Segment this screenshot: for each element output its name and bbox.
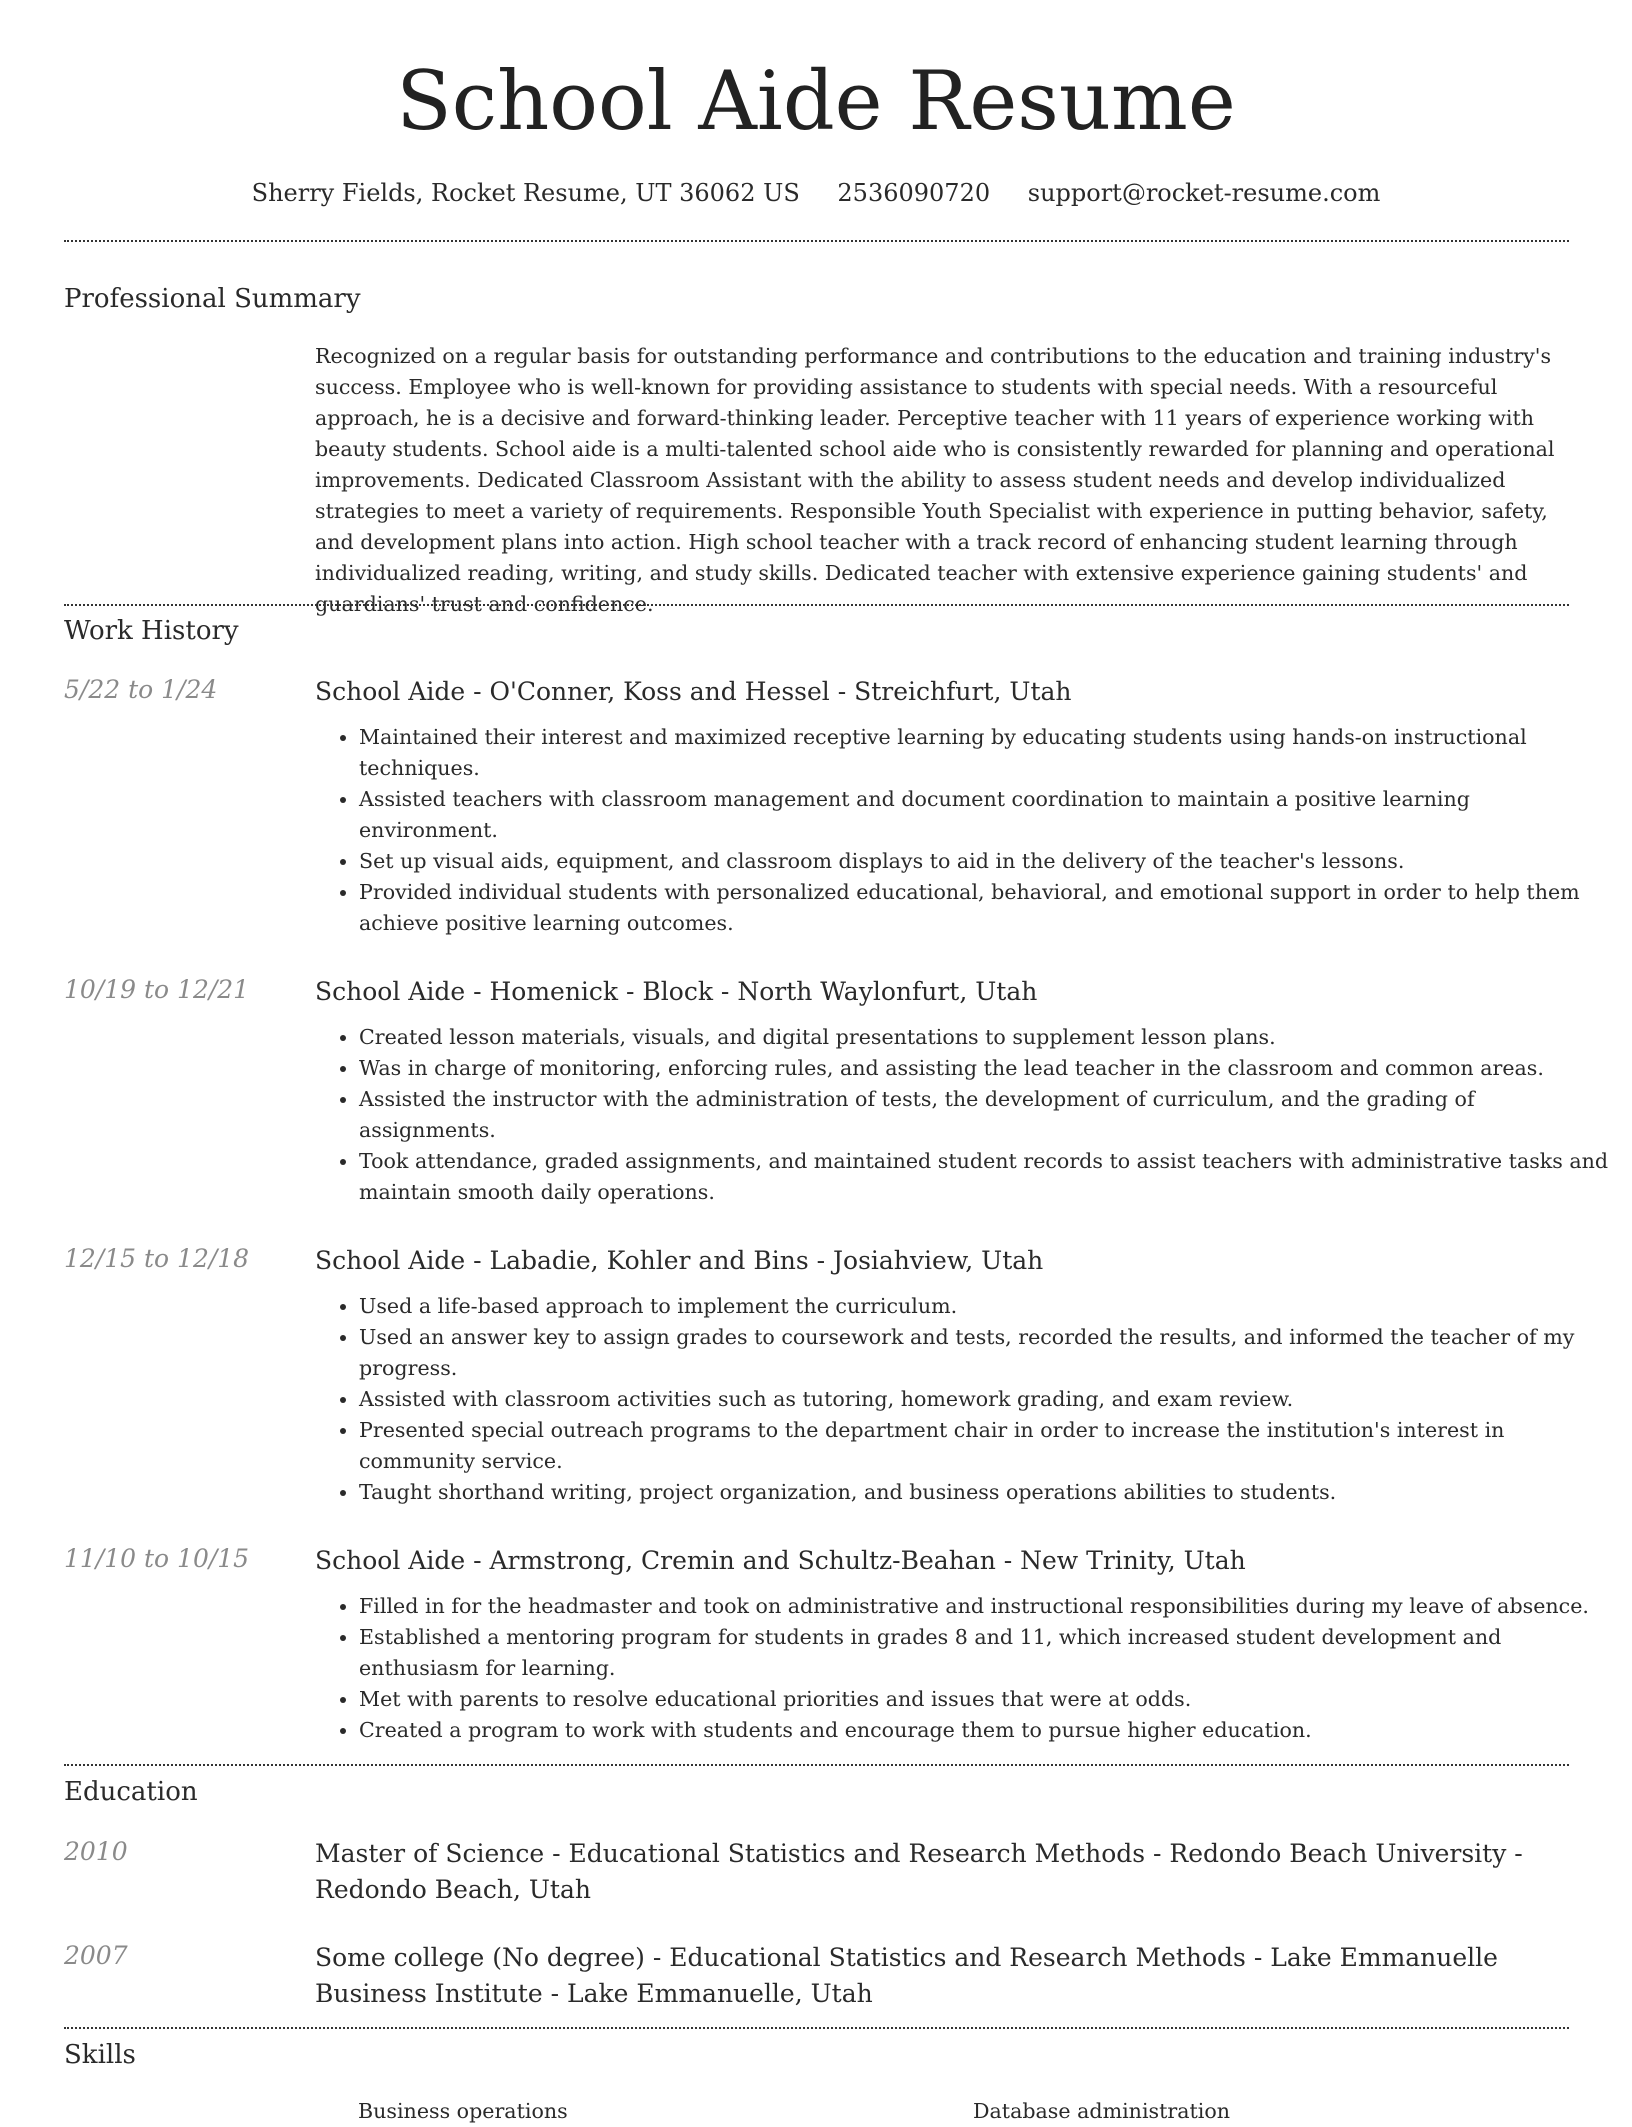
job-dates: 11/10 to 10/15	[64, 1544, 250, 1573]
divider	[64, 1764, 1569, 1766]
list-item: • Was in charge of monitoring, enforcing rules, and assisting the lead teacher in the classroom and common areas.	[359, 1053, 1613, 1084]
job-bullets	[315, 1291, 1613, 1508]
list-item: • Assisted the instructor with the administration of tests, the development of curriculum, and the grading of assignments.	[359, 1084, 1613, 1146]
contact-line	[0, 178, 1632, 208]
list-item: • Assisted with classroom activities such as tutoring, homework grading, and exam review.	[359, 1384, 1613, 1415]
list-item: • Created a program to work with students and encourage them to pursue higher education.	[359, 1715, 1613, 1746]
list-item: • Took attendance, graded assignments, and maintained student records to assist teachers with administrative tasks and maintain smooth daily operations.	[359, 1146, 1613, 1208]
education-detail: Master of Science - Educational Statistics and Research Methods - Redondo Beach University - Redondo Beach, Utah	[315, 1839, 1523, 1904]
divider	[64, 240, 1569, 242]
contact-address: Sherry Fields, Rocket Resume, UT 36062 US	[251, 179, 800, 207]
list-item: • Provided individual students with personalized educational, behavioral, and emotional support in order to help them achieve positive learning outcomes.	[359, 877, 1613, 939]
list-item: • Assisted teachers with classroom management and document coordination to maintain a positive learning environment.	[359, 784, 1613, 846]
summary-heading: Professional Summary	[64, 284, 361, 314]
work-history-heading: Work History	[64, 616, 239, 646]
list-item: • Set up visual aids, equipment, and classroom displays to aid in the delivery of the teacher's lessons.	[359, 846, 1613, 877]
job-title: School Aide - Homenick - Block - North Waylonfurt, Utah	[315, 977, 1038, 1006]
list-item: • Maintained their interest and maximized receptive learning by educating students using hands-on instructional techniques.	[359, 722, 1613, 784]
education-year: 2007	[64, 1941, 128, 1970]
job-bullets	[315, 1022, 1613, 1208]
skills-heading: Skills	[64, 2040, 136, 2070]
job-dates: 5/22 to 1/24	[64, 675, 218, 704]
list-item: • Taught shorthand writing, project organization, and business operations abilities to students.	[359, 1477, 1613, 1508]
job-title: School Aide - O'Conner, Koss and Hessel - Streichfurt, Utah	[315, 677, 1072, 706]
list-item: • Created lesson materials, visuals, and digital presentations to supplement lesson plans.	[359, 1022, 1613, 1053]
job-dates: 10/19 to 12/21	[64, 975, 250, 1004]
contact-email: support@rocket-resume.com	[1027, 179, 1381, 207]
job-title: School Aide - Armstrong, Cremin and Schultz-Beahan - New Trinity, Utah	[315, 1546, 1246, 1575]
skill-item: Business operations	[358, 2099, 568, 2123]
list-item: • Established a mentoring program for students in grades 8 and 11, which increased student development and enthusiasm for learning.	[359, 1622, 1613, 1684]
job-bullets	[315, 722, 1613, 939]
list-item: • Met with parents to resolve educational priorities and issues that were at odds.	[359, 1684, 1613, 1715]
divider	[64, 2027, 1569, 2029]
resume-title: School Aide Resume	[396, 55, 1236, 149]
list-item: • Filled in for the headmaster and took on administrative and instructional responsibilities during my leave of absence.	[359, 1591, 1613, 1622]
education-heading: Education	[64, 1777, 198, 1807]
contact-phone: 2536090720	[837, 179, 991, 207]
list-item: • Presented special outreach programs to the department chair in order to increase the institution's interest in community service.	[359, 1415, 1613, 1477]
skill-item: Database administration	[973, 2099, 1231, 2123]
list-item: • Used an answer key to assign grades to coursework and tests, recorded the results, and informed the teacher of my progress.	[359, 1322, 1613, 1384]
list-item: • Used a life-based approach to implement the curriculum.	[359, 1291, 1613, 1322]
summary-text: Recognized on a regular basis for outstanding performance and contributions to the education and training industry's success. Employee who is well-known for providing assistance to students with special needs. With a resourceful approach, he is a decisive and forward-thinking leader. Perceptive teacher with 11 years of experience working with beauty students. School aide is a multi-talented school aide who is consistently rewarded for planning and operational improvements. Dedicated Classroom Assistant with the ability to assess student needs and develop individualized strategies to meet a variety of requirements. Responsible Youth Specialist with experience in putting behavior, safety, and development plans into action. High school teacher with a track record of enhancing student learning through individualized reading, writing, and study skills. Dedicated teacher with extensive experience gaining students' and guardians' trust and confidence.	[315, 344, 1555, 616]
education-detail: Some college (No degree) - Educational Statistics and Research Methods - Lake Emmanuelle Business Institute - Lake Emmanuelle, Utah	[315, 1943, 1498, 2008]
job-title: School Aide - Labadie, Kohler and Bins - Josiahview, Utah	[315, 1246, 1044, 1275]
job-dates: 12/15 to 12/18	[64, 1244, 250, 1273]
education-year: 2010	[64, 1837, 128, 1866]
divider	[64, 604, 1569, 606]
job-bullets	[315, 1591, 1613, 1746]
